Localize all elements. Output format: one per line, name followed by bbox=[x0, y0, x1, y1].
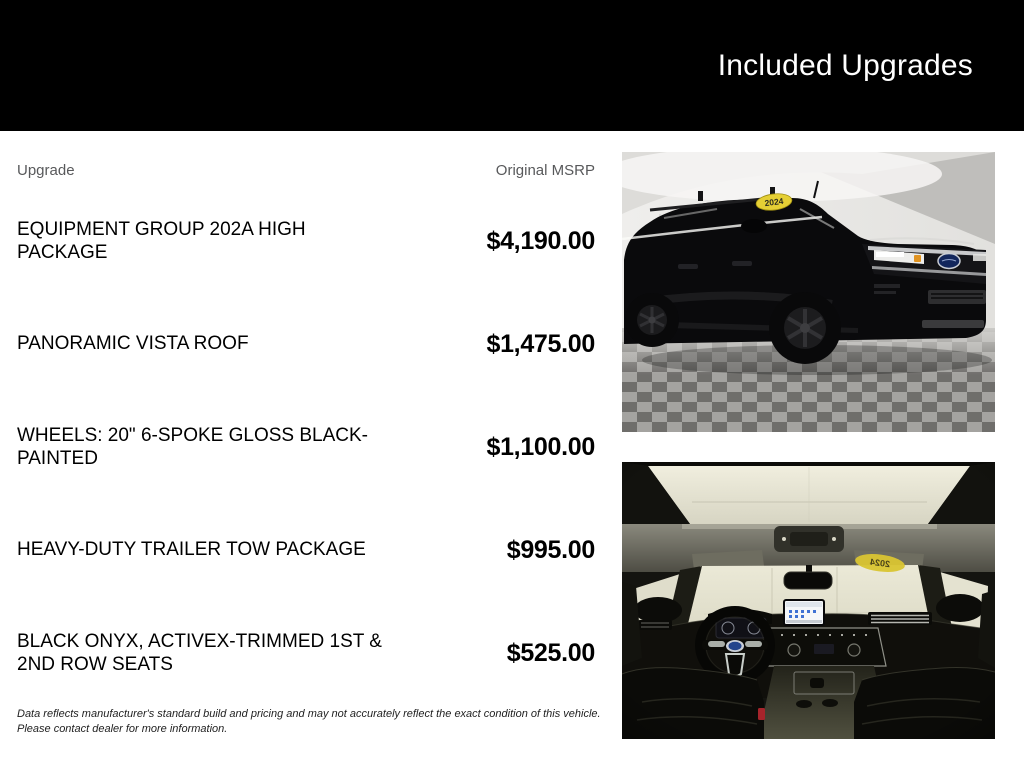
table-rows bbox=[17, 190, 595, 705]
interior-photo[interactable] bbox=[622, 462, 995, 739]
disclaimer-text bbox=[17, 707, 617, 736]
exterior-photo-art bbox=[622, 152, 995, 432]
table-header-row bbox=[17, 162, 595, 180]
upgrades-table bbox=[17, 162, 601, 736]
upgrade-price: $1,475.00 bbox=[486, 330, 595, 358]
table-row bbox=[17, 190, 595, 293]
upgrade-name: EQUIPMENT GROUP 202A HIGH PACKAGE bbox=[17, 219, 306, 263]
page-title: Included Upgrades bbox=[717, 48, 973, 82]
upgrade-name: WHEELS: 20" 6-SPOKE GLOSS BLACK-PAINTED bbox=[17, 425, 368, 469]
column-header-upgrade: Upgrade bbox=[17, 162, 75, 179]
upgrade-price: $995.00 bbox=[506, 536, 595, 564]
upgrade-price: $1,100.00 bbox=[486, 433, 595, 461]
table-row bbox=[17, 396, 595, 499]
column-header-msrp: Original MSRP bbox=[495, 162, 595, 179]
disclaimer-line-1: Data reflects manufacturer's standard build and pricing and may not accurately reflect the exact condition of this vehicle. bbox=[17, 708, 601, 720]
upgrade-price: $525.00 bbox=[506, 639, 595, 667]
interior-photo-art bbox=[622, 462, 995, 739]
table-row bbox=[17, 602, 595, 705]
turn-signal bbox=[914, 255, 921, 262]
table-row bbox=[17, 499, 595, 602]
upgrade-price: $4,190.00 bbox=[486, 227, 595, 255]
exterior-photo[interactable] bbox=[622, 152, 995, 432]
disclaimer-line-2: Please contact dealer for more information. bbox=[17, 722, 228, 735]
table-row bbox=[17, 293, 595, 396]
door-handle bbox=[678, 264, 698, 269]
upgrade-name: BLACK ONYX, ACTIVEX-TRIMMED 1ST & 2ND ROW SEATS bbox=[17, 631, 382, 675]
bumper-trim bbox=[928, 290, 986, 304]
upgrade-name: HEAVY-DUTY TRAILER TOW PACKAGE bbox=[17, 539, 366, 561]
door-handle bbox=[732, 261, 752, 266]
side-mirror bbox=[741, 219, 767, 233]
svg-text:2024: 2024 bbox=[764, 195, 784, 209]
page-header bbox=[0, 0, 1024, 131]
ford-oval-badge bbox=[938, 254, 960, 269]
upgrade-name: PANORAMIC VISTA ROOF bbox=[17, 333, 249, 355]
